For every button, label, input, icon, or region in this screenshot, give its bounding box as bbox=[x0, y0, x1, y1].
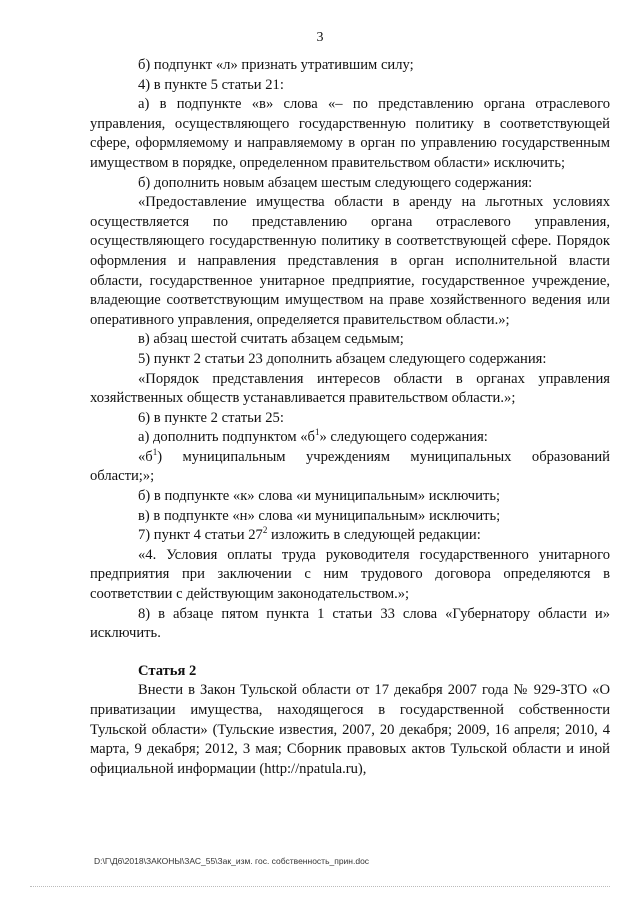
paragraph: б) дополнить новым абзацем шестым следующего содержания: bbox=[138, 174, 533, 191]
paragraph: «Порядок представления интересов области в органах управления хозяйственных обществ устанавливается правительством области.»; bbox=[90, 370, 610, 407]
paragraph: 4) в пункте 5 статьи 21: bbox=[138, 76, 284, 93]
superscript: 1 bbox=[152, 447, 158, 458]
paragraph: Внести в Закон Тульской области от 17 декабря 2007 года № 929-ЗТО «О приватизации имущества, находящегося в государственной собственности Тульской области» (Тульские известия, 2007, 20 декабря; 2009, 16 апреля; 2010, 4 марта, 9 декабря; 2012, 3 мая; Сборник правовых актов Тульской области и иной официальной информации (http://npatula.ru), bbox=[90, 682, 610, 777]
text-run: «б bbox=[138, 448, 153, 465]
superscript: 2 bbox=[262, 525, 268, 536]
paragraph: в) абзац шестой считать абзацем седьмым; bbox=[138, 331, 404, 348]
paragraph: 5) пункт 2 статьи 23 дополнить абзацем следующего содержания: bbox=[138, 350, 547, 367]
text-run: а) дополнить подпунктом «б bbox=[138, 429, 315, 446]
paragraph: б) в подпункте «к» слова «и муниципальным» исключить; bbox=[138, 488, 501, 505]
paragraph: 8) в абзаце пятом пункта 1 статьи 33 слова «Губернатору области и» исключить. bbox=[90, 605, 610, 642]
file-path-footer: D:\Г\Д6\2018\ЗАКОНЫ\ЗАС_55\Зак_изм. гос. собственность_прин.doc bbox=[94, 856, 370, 866]
paragraph: б) подпункт «л» признать утратившим силу; bbox=[138, 57, 414, 73]
paragraph: 6) в пункте 2 статьи 25: bbox=[138, 409, 284, 426]
paragraph: «Предоставление имущества области в аренду на льготных условиях осуществляется по представлению органа отраслевого управления, осуществляющего государственную политику в соответствующей сфере. Порядок оформления и направления представления в орган исполнительной власти области, государственное унитарное предприятие, государственное учреждение, владеющие соответствующим имуществом на праве хозяйственного ведения или оперативного управления, определяется правительством области.»; bbox=[90, 194, 610, 328]
paragraph bbox=[90, 448, 610, 487]
paragraph: а) в подпункте «в» слова «– по представлению органа отраслевого управления, осуществляющего государственную политику в соответствующей сфере, оформляемому и направляемому в орган по управлению государственным имуществом в порядке, определенном правительством области» исключить; bbox=[90, 96, 610, 171]
paragraph bbox=[90, 428, 610, 448]
text-run: » следующего содержания: bbox=[319, 429, 488, 446]
paragraph: «4. Условия оплаты труда руководителя государственного унитарного предприятия при заключении с ним трудового договора определяются в соответствии с действующим законодательством.»; bbox=[90, 546, 610, 603]
document-body bbox=[90, 56, 610, 779]
page-number: 3 bbox=[316, 30, 324, 45]
divider bbox=[30, 886, 610, 888]
text-run: ) муниципальным учреждениям муниципальных образований области;»; bbox=[90, 448, 610, 485]
spacer bbox=[90, 644, 610, 662]
superscript: 1 bbox=[314, 427, 320, 438]
paragraph: в) в подпункте «н» слова «и муниципальным» исключить; bbox=[138, 507, 501, 524]
article-heading: Статья 2 bbox=[138, 662, 197, 679]
paragraph bbox=[90, 526, 610, 546]
text-run: изложить в следующей редакции: bbox=[267, 527, 481, 544]
text-run: 7) пункт 4 статьи 27 bbox=[138, 527, 263, 544]
